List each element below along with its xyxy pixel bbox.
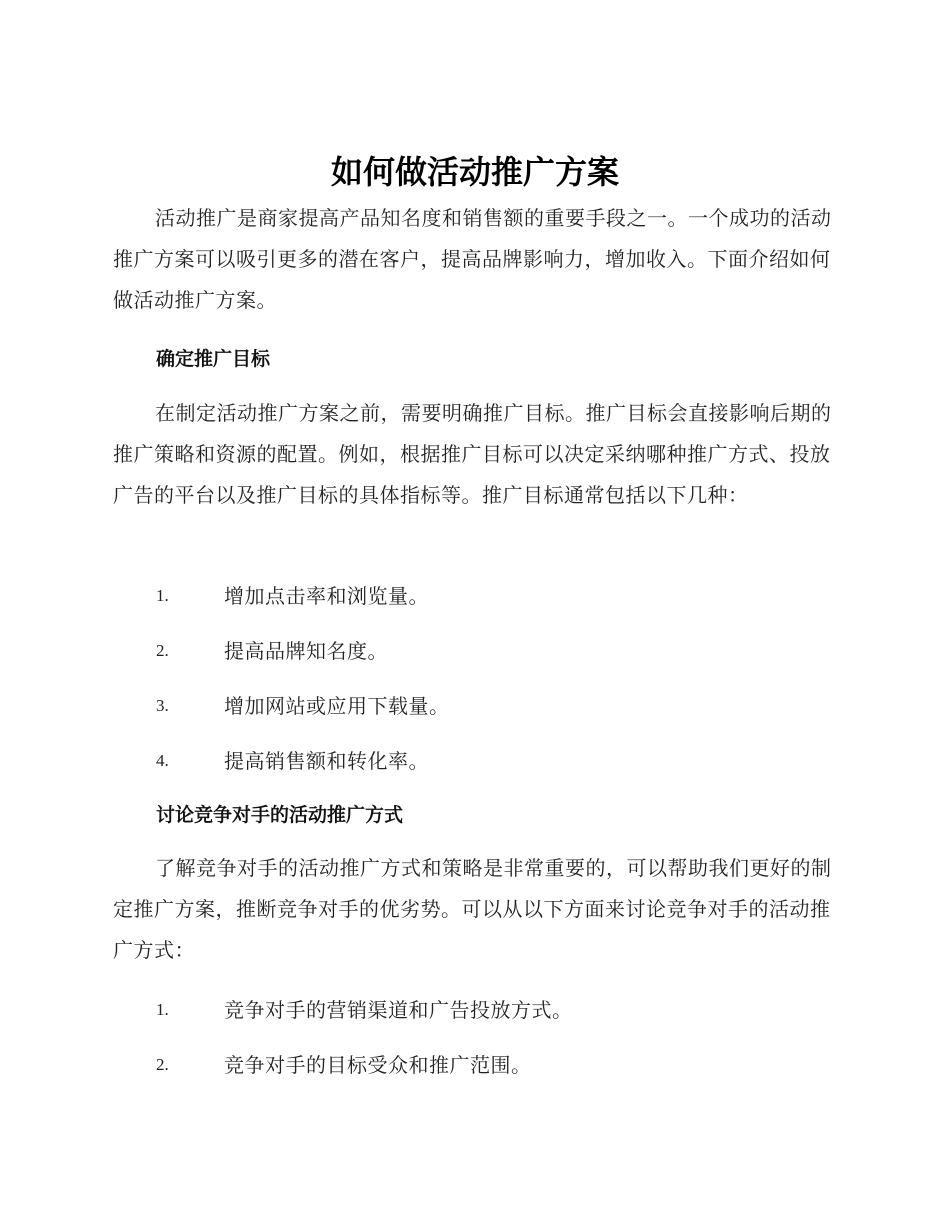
section-heading-goals: 确定推广目标 [156, 348, 271, 370]
list-item-number: 2. [156, 1055, 169, 1074]
list-item-text: 增加网站或应用下载量。 [224, 694, 450, 718]
list-item-text: 提高品牌知名度。 [224, 639, 388, 663]
list-item-number: 1. [156, 586, 169, 605]
list-item-number: 3. [156, 696, 169, 715]
list-item [156, 746, 836, 776]
section-heading-competitors: 讨论竞争对手的活动推广方式 [156, 804, 404, 826]
list-item-number: 2. [156, 641, 169, 660]
list-item [156, 691, 836, 721]
list-item-text: 竞争对手的目标受众和推广范围。 [224, 1053, 532, 1077]
document-title: 如何做活动推广方案 [330, 153, 619, 191]
list-item-text: 竞争对手的营销渠道和广告投放方式。 [224, 998, 573, 1022]
list-item-text: 增加点击率和浏览量。 [224, 584, 429, 608]
list-item [156, 995, 836, 1025]
intro-paragraph: 活动推广是商家提高产品知名度和销售额的重要手段之一。一个成功的活动推广方案可以吸引更多的潜在客户，提高品牌影响力，增加收入。下面介绍如何做活动推广方案。 [113, 206, 832, 312]
list-item [156, 636, 836, 666]
list-item [156, 1050, 836, 1080]
list-item-number: 1. [156, 1000, 169, 1019]
list-item [156, 581, 836, 611]
list-item-number: 4. [156, 751, 169, 770]
competitors-paragraph: 了解竞争对手的活动推广方式和策略是非常重要的，可以帮助我们更好的制定推广方案，推断竞争对手的优劣势。可以从以下方面来讨论竞争对手的活动推广方式： [113, 856, 832, 962]
list-item-text: 提高销售额和转化率。 [224, 749, 429, 773]
goals-paragraph: 在制定活动推广方案之前，需要明确推广目标。推广目标会直接影响后期的推广策略和资源的配置。例如，根据推广目标可以决定采纳哪种推广方式、投放广告的平台以及推广目标的具体指标等。推广目标通常包括以下几种： [113, 401, 832, 507]
